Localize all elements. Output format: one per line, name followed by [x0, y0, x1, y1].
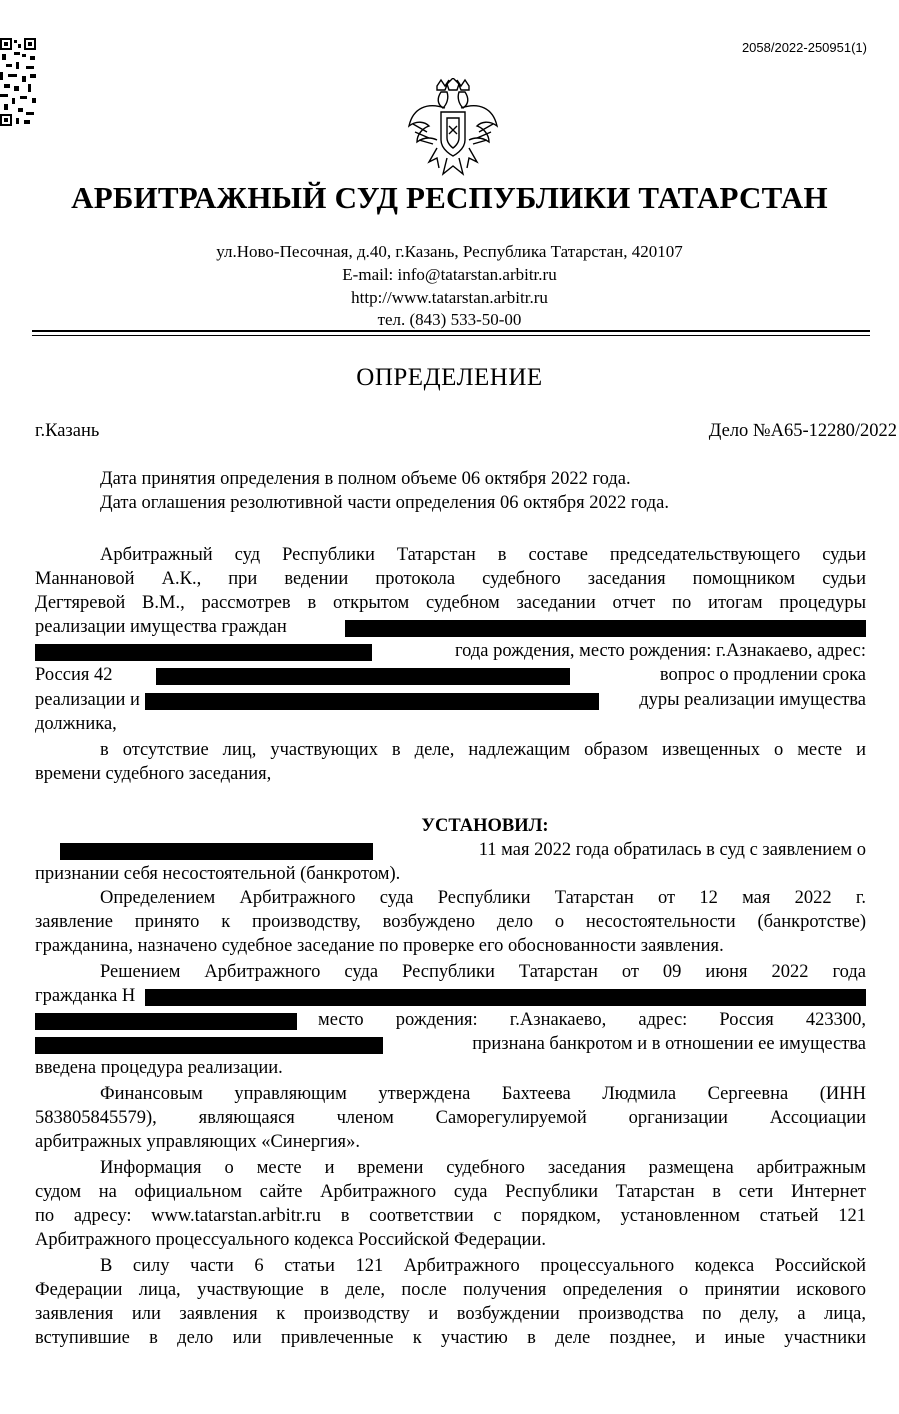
qr-code	[0, 38, 38, 126]
intro-line: реализации и	[35, 690, 140, 710]
intro-line: Арбитражный суд Республики Татарстан в составе председательствующего судьи	[100, 545, 866, 565]
body-line: 583805845579), являющаяся членом Саморегулируемой организации Ассоциации	[35, 1108, 866, 1128]
court-website: http://www.tatarstan.arbitr.ru	[351, 288, 548, 307]
section-heading: УСТАНОВИЛ:	[421, 816, 549, 836]
body-line: Информация о месте и времени судебного заседания размещена арбитражным	[100, 1158, 866, 1178]
date-full: Дата принятия определения в полном объеме 06 октября 2022 года.	[100, 469, 631, 489]
court-address: ул.Ново-Песочная, д.40, г.Казань, Республика Татарстан, 420107	[216, 242, 683, 261]
date-operative: Дата оглашения резолютивной части определения 06 октября 2022 года.	[100, 493, 670, 513]
redaction-bar	[156, 668, 570, 685]
intro-line: должника,	[35, 714, 117, 734]
court-title: АРБИТРАЖНЫЙ СУД РЕСПУБЛИКИ ТАТАРСТАН	[71, 180, 828, 215]
redaction-bar	[145, 989, 866, 1006]
body-line: признании себя несостоятельной (банкротом).	[35, 864, 401, 884]
document-type: ОПРЕДЕЛЕНИЕ	[356, 364, 543, 391]
body-line: по адресу: www.tatarstan.arbitr.ru в соответствии с порядком, установленном статьей 121	[35, 1206, 866, 1226]
redaction-bar	[35, 644, 372, 661]
body-line: гражданина, назначено судебное заседание по проверке его обоснованности заявления.	[35, 936, 724, 956]
body-line: Определением Арбитражного суда Республики Татарстан от 12 мая 2022 г.	[100, 888, 866, 908]
intro-line: Маннановой А.К., при ведении протокола судебного заседания помощником судьи	[35, 569, 866, 589]
body-line: вступившие в дело или привлеченные к участию в деле позднее, и иные участники	[35, 1328, 866, 1348]
body-line: Арбитражного процессуального кодекса Российской Федерации.	[35, 1230, 546, 1250]
body-line: признана банкротом и в отношении ее имущества	[472, 1034, 866, 1054]
body-line: 11 мая 2022 года обратилась в суд с заявлением о	[478, 840, 866, 860]
body-line: заявления или заявления к производству и возбуждении производства по делу, а лица,	[35, 1304, 866, 1324]
body-line: судом на официальном сайте Арбитражного суда Республики Татарстан в сети Интернет	[35, 1182, 866, 1202]
body-line: В силу части 6 статьи 121 Арбитражного процессуального кодекса Российской	[100, 1256, 866, 1276]
intro-line: Дегтяревой В.М., рассмотрев в открытом судебном заседании отчет по итогам процедуры	[35, 593, 866, 613]
court-email: E-mail: info@tatarstan.arbitr.ru	[342, 265, 557, 284]
header-rule	[32, 330, 870, 332]
body-line: арбитражных управляющих «Синергия».	[35, 1132, 360, 1152]
intro-line: реализации имущества граждан	[35, 617, 287, 637]
body-line: Финансовым управляющим утверждена Бахтеева Людмила Сергеевна (ИНН	[100, 1084, 866, 1104]
redaction-bar	[35, 1013, 297, 1030]
intro-line: Россия 42	[35, 665, 113, 685]
case-number: Дело №А65-12280/2022	[708, 421, 897, 441]
redaction-bar	[35, 1037, 383, 1054]
intro-line: года рождения, место рождения: г.Азнакаево, адрес:	[455, 641, 866, 661]
body-line: гражданка Н	[35, 986, 136, 1006]
redaction-bar	[145, 693, 599, 710]
intro-line: времени судебного заседания,	[35, 764, 272, 784]
redaction-bar	[345, 620, 866, 637]
body-line: Федерации лица, участвующие в деле, после получения определения о принятии искового	[35, 1280, 866, 1300]
document-id: 2058/2022-250951(1)	[741, 40, 867, 55]
intro-line: вопрос о продлении срока	[659, 665, 866, 685]
header-rule-thin	[32, 335, 870, 336]
redaction-bar	[60, 843, 373, 860]
body-line: заявление принято к производству, возбуждено дело о несостоятельности (банкротстве)	[35, 912, 866, 932]
court-phone: тел. (843) 533-50-00	[377, 310, 522, 329]
body-line: Решением Арбитражного суда Республики Татарстан от 09 июня 2022 года	[100, 962, 866, 982]
coat-of-arms-emblem	[407, 78, 499, 176]
body-line: место рождения: г.Азнакаево, адрес: Россия 423300,	[318, 1010, 866, 1030]
intro-line: в отсутствие лиц, участвующих в деле, надлежащим образом извещенных о месте и	[100, 740, 866, 760]
city: г.Казань	[35, 421, 100, 441]
body-line: введена процедура реализации.	[35, 1058, 283, 1078]
intro-line: дуры реализации имущества	[639, 690, 866, 710]
